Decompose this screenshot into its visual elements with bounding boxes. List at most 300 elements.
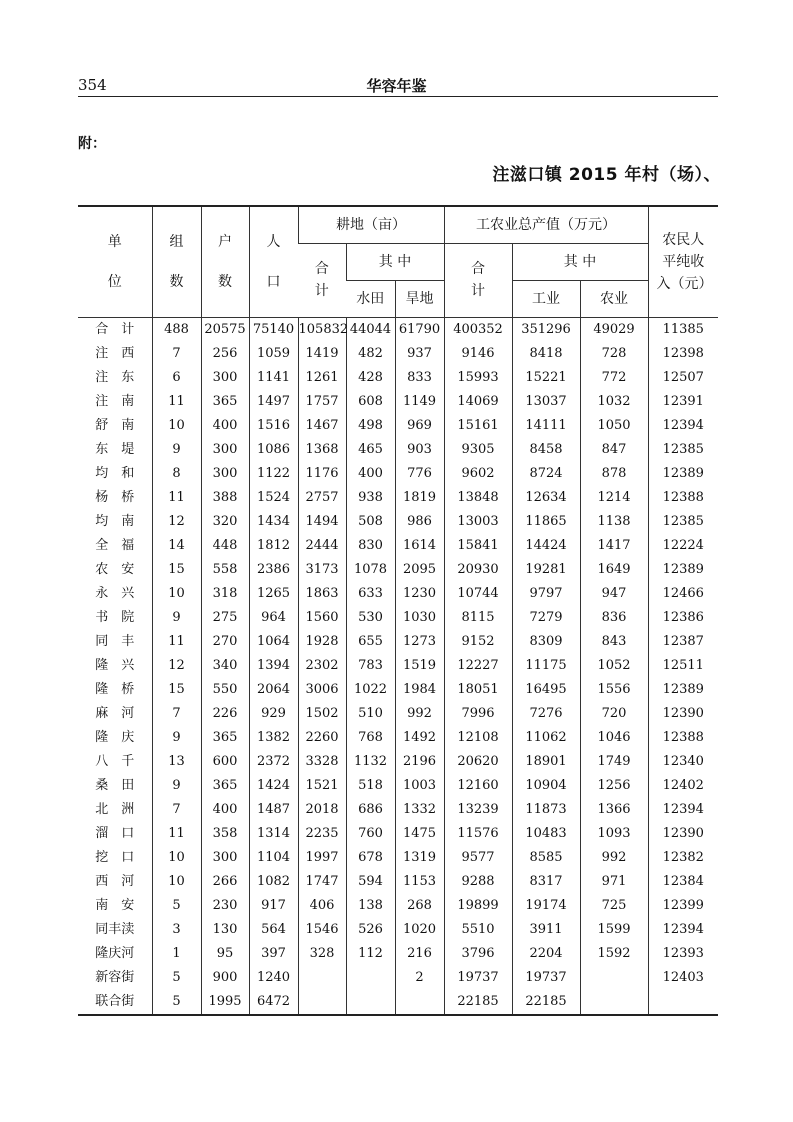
book-title: 华容年鉴 [366,77,427,95]
table-cell: 2444 [298,534,346,558]
header-agriculture: 农业 [580,280,648,317]
table-cell: 11 [152,390,201,414]
header-output-total: 合 计 [444,243,512,317]
table-cell [580,990,648,1015]
table-cell: 1122 [249,462,298,486]
table-cell: 1560 [298,606,346,630]
table-cell: 633 [346,582,395,606]
table-cell: 530 [346,606,395,630]
table-cell: 12394 [648,798,718,822]
table-cell: 3173 [298,558,346,582]
table-cell: 12 [152,654,201,678]
table-cell: 11062 [512,726,580,750]
table-cell: 8 [152,462,201,486]
table-cell: 836 [580,606,648,630]
table-cell: 256 [201,342,249,366]
table-cell: 1556 [580,678,648,702]
table-cell: 12384 [648,870,718,894]
table-row [78,846,718,870]
table-cell: 768 [346,726,395,750]
table-cell: 3911 [512,918,580,942]
table-cell [580,966,648,990]
table-cell: 12387 [648,630,718,654]
table-cell: 720 [580,702,648,726]
table-row [78,317,718,342]
table-cell: 12388 [648,726,718,750]
table-cell: 1467 [298,414,346,438]
table-cell: 498 [346,414,395,438]
table-cell: 1059 [249,342,298,366]
table-cell: 1497 [249,390,298,414]
table-cell: 600 [201,750,249,774]
table-cell: 448 [201,534,249,558]
unit-name-cell: 注 东 [95,369,135,385]
unit-name-cell: 书 院 [95,609,135,625]
table-cell: 12507 [648,366,718,390]
table-cell: 365 [201,726,249,750]
table-cell: 1104 [249,846,298,870]
table-cell: 12389 [648,462,718,486]
table-cell: 1020 [395,918,444,942]
table-cell: 11873 [512,798,580,822]
table-cell: 318 [201,582,249,606]
table-cell: 1592 [580,942,648,966]
table-cell: 900 [201,966,249,990]
table-cell: 1265 [249,582,298,606]
table-cell: 1417 [580,534,648,558]
table-cell: 12391 [648,390,718,414]
unit-name-cell: 联合街 [78,990,152,1015]
unit-name-cell: 全 福 [95,537,135,553]
table-cell: 12389 [648,678,718,702]
table-row [78,390,718,414]
table-cell: 11 [152,822,201,846]
table-cell: 12385 [648,438,718,462]
table-row [78,966,718,990]
unit-name-cell: 农 安 [95,561,135,577]
table-cell: 12227 [444,654,512,678]
table-cell: 12394 [648,414,718,438]
table-cell: 1050 [580,414,648,438]
unit-name-cell: 隆 兴 [95,657,135,673]
table-cell: 19281 [512,558,580,582]
table-cell: 830 [346,534,395,558]
table-cell: 1382 [249,726,298,750]
table-cell [395,990,444,1015]
table-row [78,894,718,918]
table-cell: 10 [152,582,201,606]
unit-name-cell: 合 计 [95,321,135,337]
table-cell: 1256 [580,774,648,798]
table-cell: 15221 [512,366,580,390]
table-cell: 937 [395,342,444,366]
table-cell: 1052 [580,654,648,678]
table-cell: 2386 [249,558,298,582]
table-cell: 20620 [444,750,512,774]
header-groups: 组 数 [152,206,201,317]
table-cell: 9 [152,606,201,630]
table-cell: 9288 [444,870,512,894]
table-cell: 1984 [395,678,444,702]
table-cell: 847 [580,438,648,462]
table-row [78,726,718,750]
table-cell: 465 [346,438,395,462]
unit-name-cell: 麻 河 [95,705,135,721]
table-cell: 105832 [298,317,346,342]
table-cell: 400352 [444,317,512,342]
table-cell: 2064 [249,678,298,702]
table-cell: 917 [249,894,298,918]
table-cell: 1546 [298,918,346,942]
table-cell: 397 [249,942,298,966]
table-cell: 7279 [512,606,580,630]
table-cell: 12382 [648,846,718,870]
table-cell: 1240 [249,966,298,990]
table-cell: 340 [201,654,249,678]
table-cell: 10 [152,846,201,870]
table-cell: 388 [201,486,249,510]
header-rule [78,96,718,97]
table-cell: 969 [395,414,444,438]
table-cell: 12389 [648,558,718,582]
table-cell: 13037 [512,390,580,414]
table-cell: 20930 [444,558,512,582]
table-cell: 9602 [444,462,512,486]
header-unit: 单 位 [78,206,152,317]
table-cell: 10 [152,414,201,438]
table-cell: 130 [201,918,249,942]
table-row [78,702,718,726]
table-cell: 1176 [298,462,346,486]
table-cell: 351296 [512,317,580,342]
table-cell: 3006 [298,678,346,702]
table-cell [298,990,346,1015]
table-row [78,606,718,630]
table-cell [346,966,395,990]
table-cell: 3796 [444,942,512,966]
table-cell: 5 [152,990,201,1015]
table-cell: 1649 [580,558,648,582]
table-cell: 9797 [512,582,580,606]
table-cell: 226 [201,702,249,726]
table-cell: 1153 [395,870,444,894]
table-cell: 3 [152,918,201,942]
header-farmland: 耕地（亩） [298,206,444,243]
table-row [78,486,718,510]
table-cell: 19174 [512,894,580,918]
table-row [78,942,718,966]
appendix-label: 附： [78,136,106,152]
table-cell: 5 [152,966,201,990]
table-cell: 1086 [249,438,298,462]
table-cell: 594 [346,870,395,894]
table-cell: 61790 [395,317,444,342]
table-cell: 11385 [648,317,718,342]
table-cell: 10904 [512,774,580,798]
table-cell: 1261 [298,366,346,390]
table-cell: 15 [152,558,201,582]
table-cell: 12398 [648,342,718,366]
unit-name-cell: 桑 田 [95,777,135,793]
unit-name-cell: 挖 口 [95,849,135,865]
unit-name-cell: 隆 桥 [95,681,135,697]
unit-name-cell: 溜 口 [95,825,135,841]
table-cell: 11576 [444,822,512,846]
table-cell: 266 [201,870,249,894]
table-cell: 992 [580,846,648,870]
header-paddy: 水田 [346,280,395,317]
table-cell: 518 [346,774,395,798]
table-cell: 903 [395,438,444,462]
table-row [78,414,718,438]
table-cell: 14424 [512,534,580,558]
table-cell: 1599 [580,918,648,942]
table-row [78,342,718,366]
table-cell [648,990,718,1015]
table-row [78,534,718,558]
table-cell: 428 [346,366,395,390]
table-cell: 12402 [648,774,718,798]
table-row [78,462,718,486]
table-cell: 1997 [298,846,346,870]
table-cell: 8115 [444,606,512,630]
unit-name-cell: 隆庆河 [95,945,135,961]
table-cell: 2260 [298,726,346,750]
unit-name-cell: 隆 庆 [95,729,135,745]
table-cell: 1030 [395,606,444,630]
table-cell: 1749 [580,750,648,774]
table-cell [346,990,395,1015]
table-cell: 1819 [395,486,444,510]
table-cell: 1314 [249,822,298,846]
table-cell: 13848 [444,486,512,510]
table-cell: 9 [152,438,201,462]
unit-name-cell: 舒 南 [95,417,135,433]
table-cell: 986 [395,510,444,534]
table-cell: 992 [395,702,444,726]
table-row [78,678,718,702]
table-cell: 655 [346,630,395,654]
unit-name-cell: 均 南 [95,513,135,529]
table-cell: 7276 [512,702,580,726]
table-cell: 1214 [580,486,648,510]
table-cell: 2018 [298,798,346,822]
table-cell: 608 [346,390,395,414]
unit-name-cell: 均 和 [95,465,135,481]
table-cell: 20575 [201,317,249,342]
table-cell: 1419 [298,342,346,366]
table-cell: 19899 [444,894,512,918]
table-row [78,582,718,606]
table-cell: 1519 [395,654,444,678]
table-cell: 1812 [249,534,298,558]
table-cell: 138 [346,894,395,918]
table-row [78,438,718,462]
table-cell: 7 [152,342,201,366]
table-cell: 2235 [298,822,346,846]
table-cell: 1394 [249,654,298,678]
table-cell: 49029 [580,317,648,342]
header-output-of-which: 其 中 [512,243,648,280]
table-cell: 1046 [580,726,648,750]
table-row [78,798,718,822]
table-row [78,510,718,534]
table-cell: 270 [201,630,249,654]
unit-name-cell: 同丰渎 [95,921,135,937]
table-cell: 13239 [444,798,512,822]
table-row [78,918,718,942]
table-cell: 482 [346,342,395,366]
table-cell [298,966,346,990]
table-cell: 12160 [444,774,512,798]
table-cell: 8724 [512,462,580,486]
table-cell: 1524 [249,486,298,510]
table-cell: 8418 [512,342,580,366]
table-cell: 300 [201,462,249,486]
table-cell: 9305 [444,438,512,462]
table-cell: 9152 [444,630,512,654]
table-cell: 15993 [444,366,512,390]
table-cell: 1487 [249,798,298,822]
header-industry: 工业 [512,280,580,317]
table-cell: 725 [580,894,648,918]
table-cell: 12385 [648,510,718,534]
header-households: 户 数 [201,206,249,317]
table-cell: 1332 [395,798,444,822]
table-cell: 1434 [249,510,298,534]
table-cell: 216 [395,942,444,966]
table-cell: 1475 [395,822,444,846]
unit-name-cell: 北 洲 [95,801,135,817]
table-cell: 508 [346,510,395,534]
table-cell: 275 [201,606,249,630]
table-cell: 1863 [298,582,346,606]
header-income: 农民人平纯收入（元） [648,206,718,317]
unit-name-cell: 新容街 [95,969,135,985]
table-cell: 1424 [249,774,298,798]
table-row [78,558,718,582]
table-cell: 406 [298,894,346,918]
table-cell: 3328 [298,750,346,774]
table-cell: 10483 [512,822,580,846]
table-row [78,990,718,1015]
table-cell: 300 [201,438,249,462]
table-cell: 14111 [512,414,580,438]
table-cell: 1928 [298,630,346,654]
table-cell: 833 [395,366,444,390]
table-cell: 1003 [395,774,444,798]
table-row [78,750,718,774]
table-cell: 95 [201,942,249,966]
header-farmland-of-which: 其 中 [346,243,444,280]
table-cell: 12399 [648,894,718,918]
table-cell: 12394 [648,918,718,942]
table-cell: 1082 [249,870,298,894]
table-cell: 11175 [512,654,580,678]
table-cell: 12224 [648,534,718,558]
table-cell: 1 [152,942,201,966]
table-cell: 9 [152,726,201,750]
table-cell: 772 [580,366,648,390]
table-cell: 12388 [648,486,718,510]
table-cell: 526 [346,918,395,942]
header-farmland-total: 合 计 [298,243,346,317]
table-cell: 10744 [444,582,512,606]
table-cell: 18901 [512,750,580,774]
table-cell: 22185 [444,990,512,1015]
table-cell: 929 [249,702,298,726]
table-cell: 10 [152,870,201,894]
table-cell: 1747 [298,870,346,894]
table-cell: 400 [201,798,249,822]
table-title: 注滋口镇 2015 年村（场）、 [492,165,721,185]
table-cell: 783 [346,654,395,678]
table-cell: 2 [395,966,444,990]
table-cell: 19737 [512,966,580,990]
table-cell: 19737 [444,966,512,990]
table-cell: 12393 [648,942,718,966]
table-cell: 7 [152,702,201,726]
unit-name-cell: 注 西 [95,345,135,361]
table-cell: 2204 [512,942,580,966]
unit-name-cell: 杨 桥 [95,489,135,505]
table-cell: 5 [152,894,201,918]
table-row [78,654,718,678]
table-cell: 678 [346,846,395,870]
table-row [78,366,718,390]
table-cell: 1032 [580,390,648,414]
table-cell: 8458 [512,438,580,462]
table-cell: 12466 [648,582,718,606]
table-cell: 947 [580,582,648,606]
table-cell: 13003 [444,510,512,534]
unit-name-cell: 西 河 [95,873,135,889]
table-cell: 1078 [346,558,395,582]
table-cell: 550 [201,678,249,702]
table-cell: 112 [346,942,395,966]
table-cell: 7 [152,798,201,822]
unit-name-cell: 永 兴 [95,585,135,601]
table-cell: 776 [395,462,444,486]
table-cell: 328 [298,942,346,966]
table-cell: 9 [152,774,201,798]
table-cell: 12390 [648,702,718,726]
table-cell: 11 [152,630,201,654]
table-cell: 1149 [395,390,444,414]
table-cell: 1138 [580,510,648,534]
table-cell: 2372 [249,750,298,774]
table-cell: 1141 [249,366,298,390]
table-cell: 1022 [346,678,395,702]
table-cell: 15 [152,678,201,702]
unit-name-cell: 南 安 [95,897,135,913]
table-cell: 320 [201,510,249,534]
table-row [78,870,718,894]
header-population: 人 口 [249,206,298,317]
table-cell: 938 [346,486,395,510]
table-cell: 1273 [395,630,444,654]
statistics-table [78,205,718,1016]
unit-name-cell: 注 南 [95,393,135,409]
unit-name-cell: 八 千 [95,753,135,769]
table-cell: 878 [580,462,648,486]
unit-name-cell: 东 堤 [95,441,135,457]
table-cell: 6 [152,366,201,390]
table-cell: 1132 [346,750,395,774]
table-cell: 14069 [444,390,512,414]
table-cell: 760 [346,822,395,846]
table-cell: 14 [152,534,201,558]
